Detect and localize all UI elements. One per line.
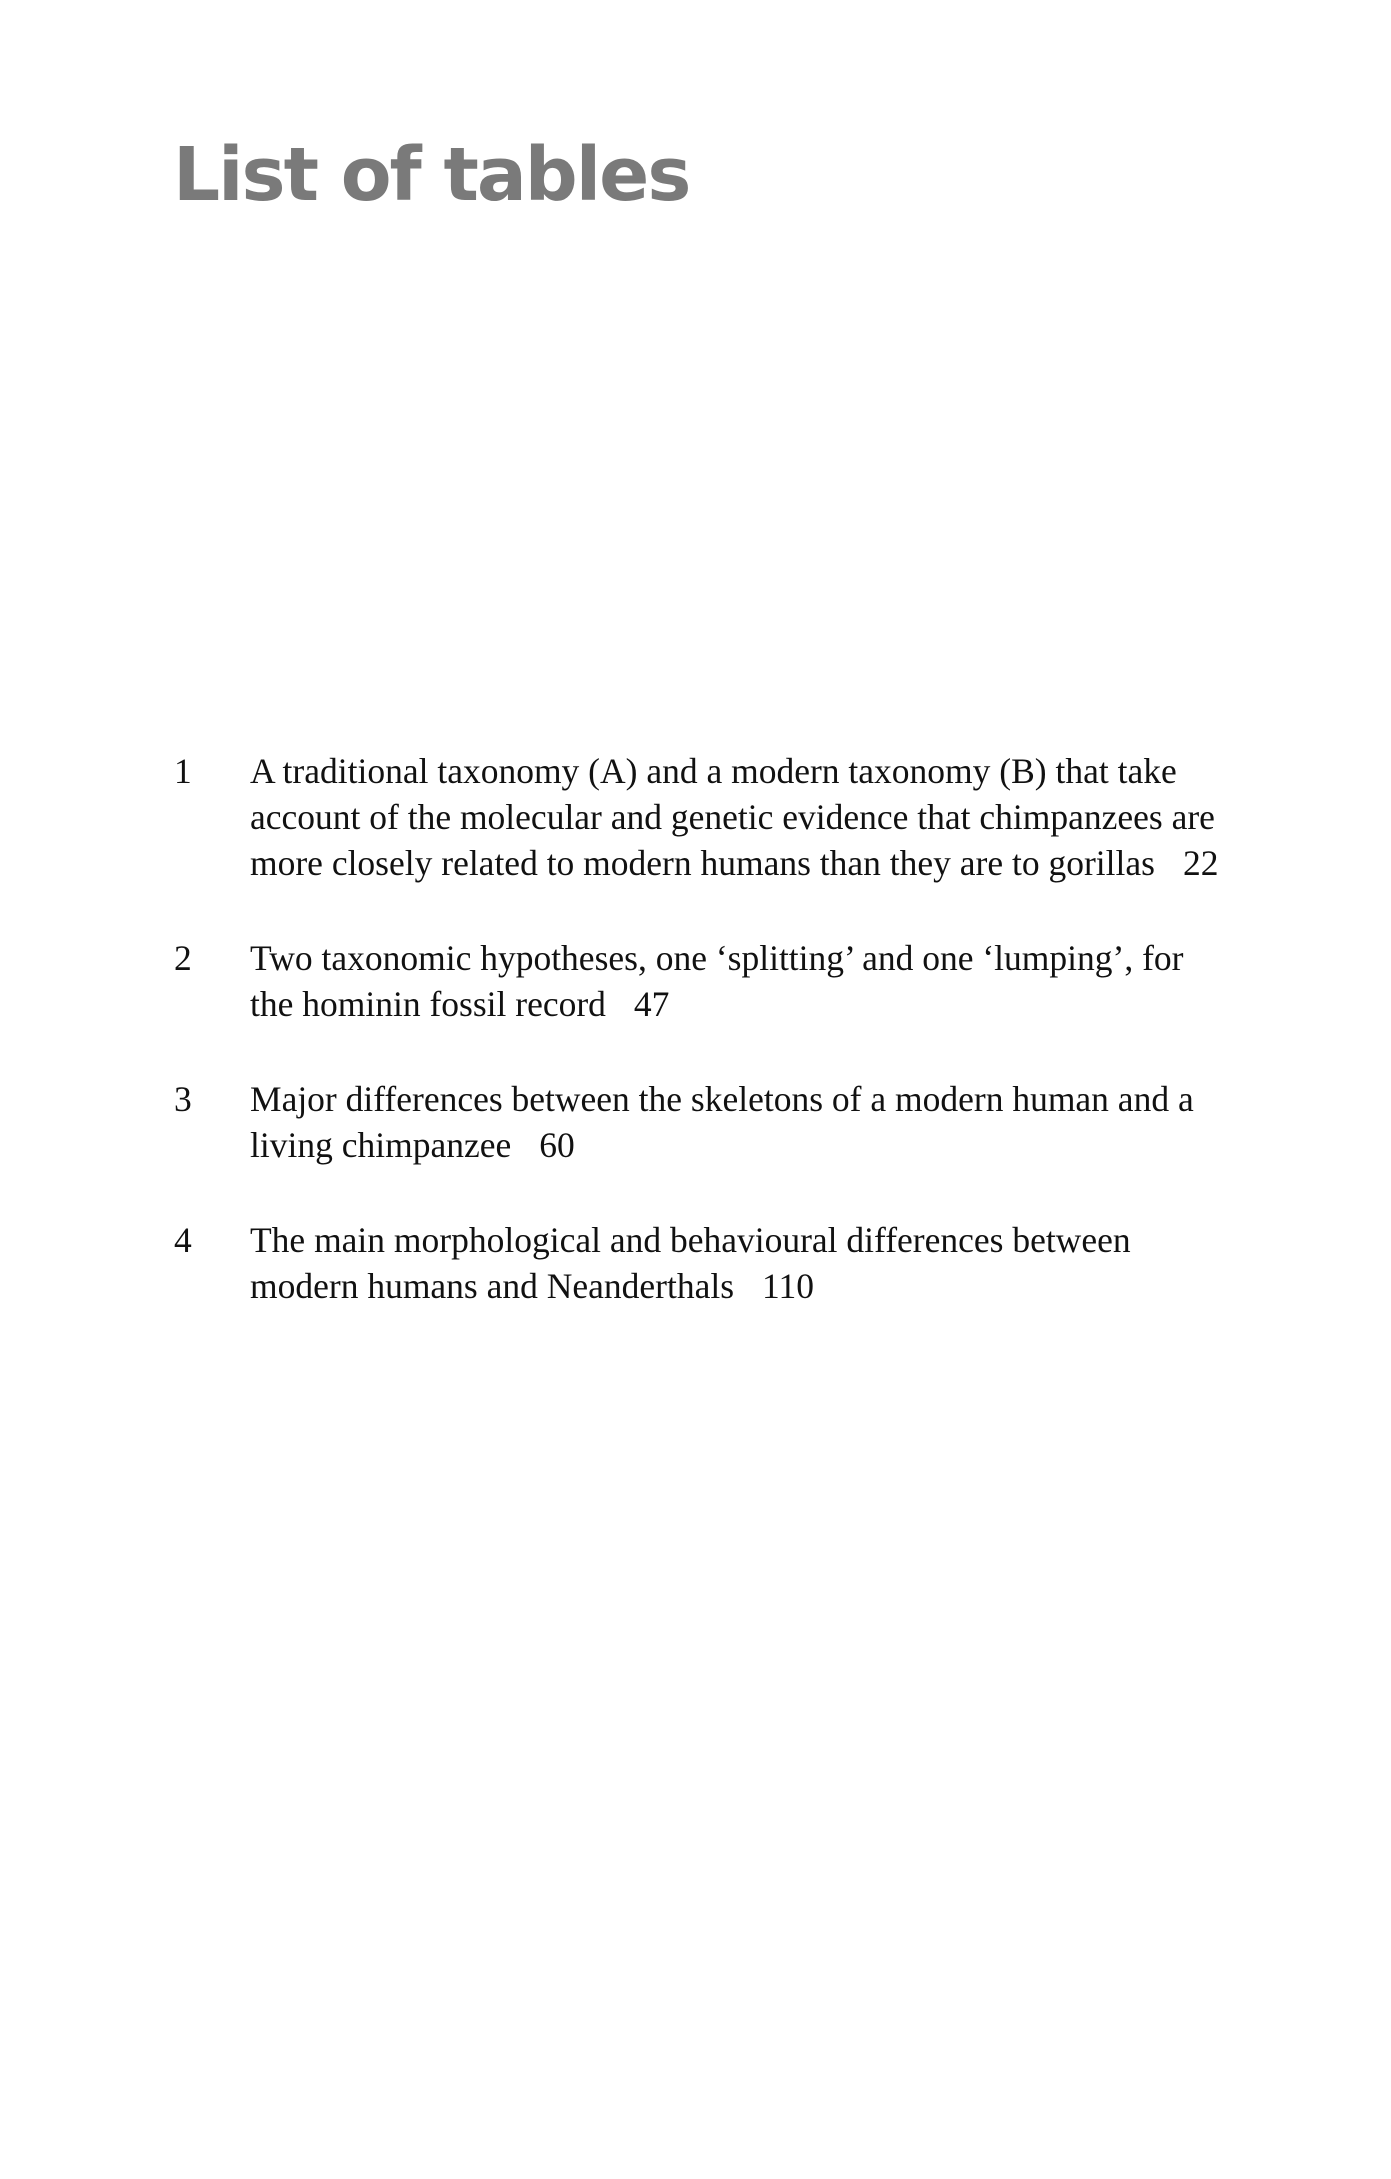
table-number: 1 xyxy=(174,751,192,791)
table-entry-text xyxy=(250,1217,1232,1309)
table-number: 2 xyxy=(174,938,192,978)
page-number: 60 xyxy=(539,1125,575,1165)
page-number: 22 xyxy=(1182,843,1219,883)
table-title: Two taxonomic hypotheses, one ‘splitting’ and one ‘lumping’, for the hominin fossil record xyxy=(250,938,1184,1024)
table-list xyxy=(172,748,1232,1358)
table-title: Major differences between the skeletons of a modern human and a living chimpanzee xyxy=(250,1079,1194,1165)
page-number: 47 xyxy=(633,984,670,1024)
table-entry-text xyxy=(250,935,1232,1027)
table-entry-text xyxy=(250,748,1232,886)
table-title: A traditional taxonomy (A) and a modern taxonomy (B) that take account of the molecular and genetic evidence that chimpanzees are more closely related to modern humans than they are to gorillas xyxy=(250,751,1215,883)
table-number: 3 xyxy=(174,1079,192,1119)
table-entry-2 xyxy=(172,935,1232,1027)
page-title: List of tables xyxy=(173,132,690,218)
page-number: 110 xyxy=(762,1266,814,1306)
table-entry-4 xyxy=(172,1217,1232,1309)
table-number: 4 xyxy=(174,1220,192,1260)
table-entry-3 xyxy=(172,1076,1232,1168)
table-entry-1 xyxy=(172,748,1232,886)
table-title: The main morphological and behavioural differences between modern humans and Neanderthals xyxy=(250,1220,1131,1306)
table-entry-text xyxy=(250,1076,1232,1168)
